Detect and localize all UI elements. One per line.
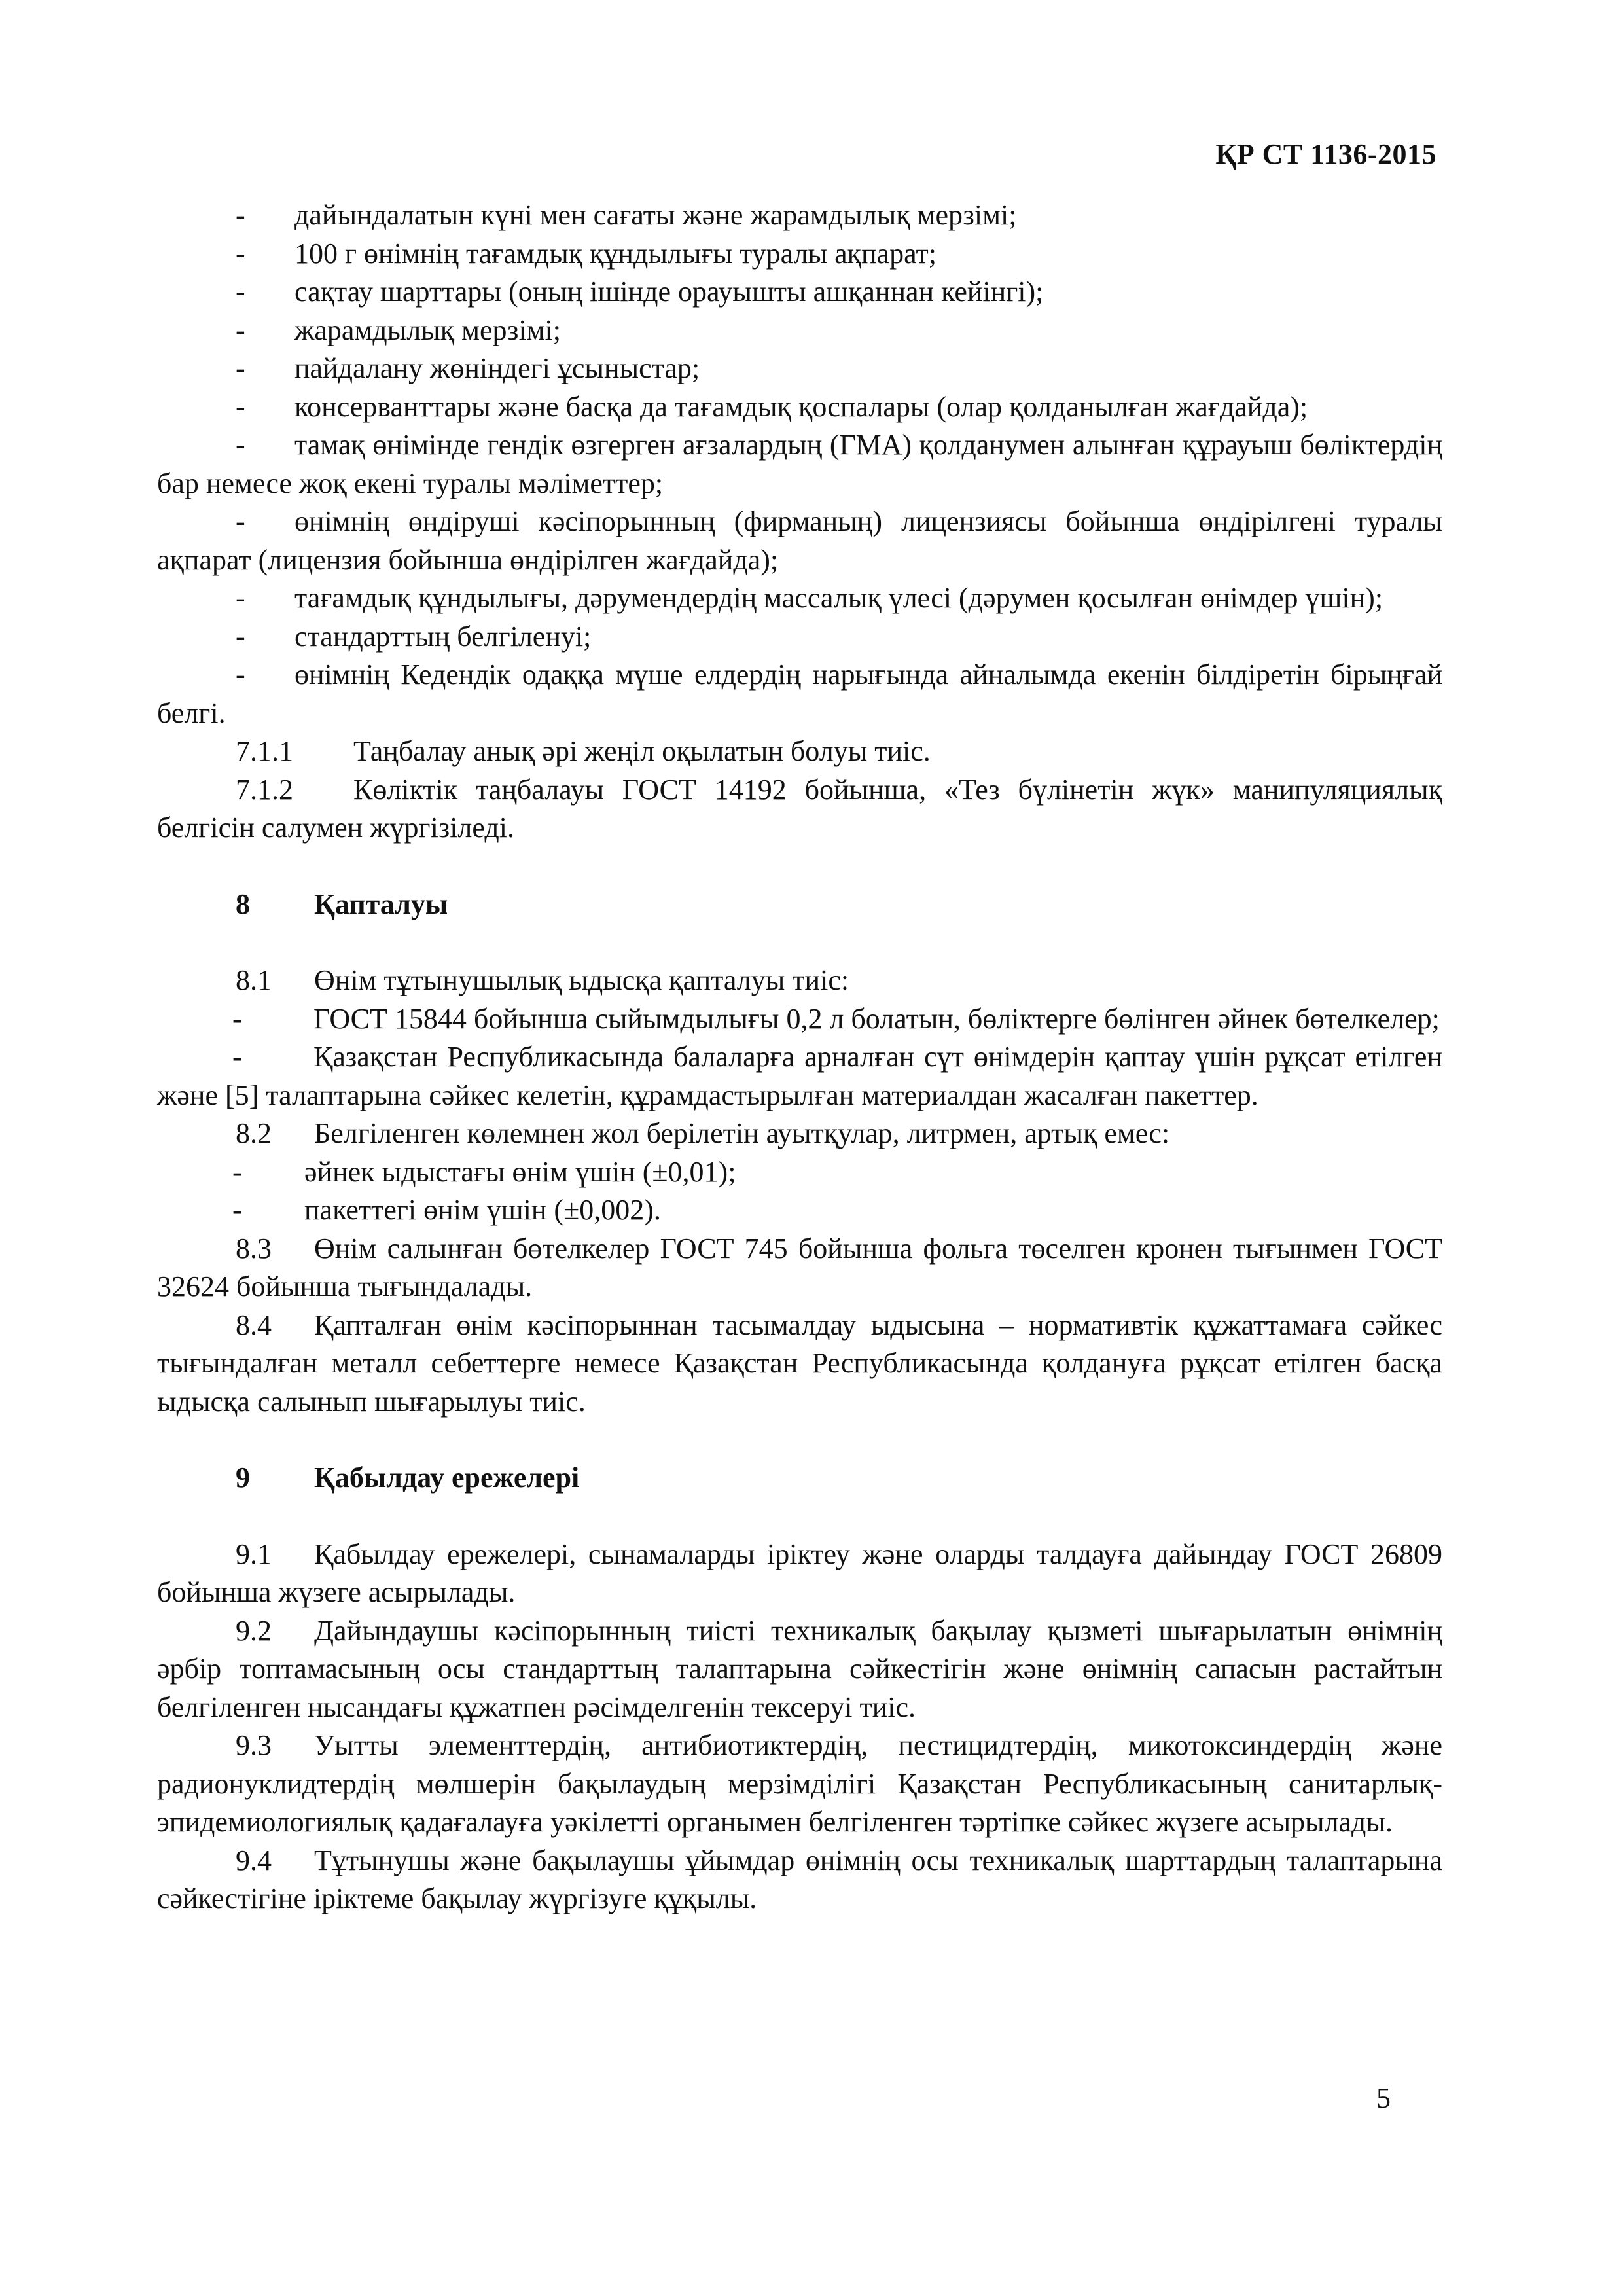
clause-9-3	[157, 1727, 1442, 1842]
clause-text: Көліктік таңбалауы ГОСТ 14192 бойынша, «Тез бүлінетін жүк» манипуляциялық белгісін салумен жүргізіледі.	[157, 773, 1442, 844]
clause-8-3	[157, 1230, 1442, 1306]
clause-text: Таңбалау анық әрі жеңіл оқылатын болуы тиіс.	[353, 735, 931, 767]
clause-text: Қапталған өнім кәсіпорыннан тасымалдау ыдысына – нормативтік құжаттамаға сәйкес тығындалған металл себеттерге немесе Қазақстан Республикасында қолдануға рұқсат етілген басқа ыдысқа салынып шығарылуы тиіс.	[157, 1308, 1442, 1418]
clause-8-1	[157, 961, 1442, 1000]
list-item: - ГОСТ 15844 бойынша сыйымдылығы 0,2 л болатын, бөліктерге бөлінген әйнек бөтелкелер;	[157, 1000, 1442, 1039]
clause-text: Тұтынушы және бақылаушы ұйымдар өнімнің осы техникалық шарттардың талаптарына сәйкестігіне іріктеме бақылау жүргізуге құқылы.	[157, 1844, 1442, 1914]
clause-number: 8.1	[236, 964, 272, 996]
list-item: - сақтау шарттары (оның ішінде орауышты ашқаннан кейінгі);	[157, 273, 1442, 312]
section-title: Қапталуы	[314, 888, 448, 920]
list-dash: -	[232, 1194, 242, 1226]
list-item: - өнімнің Кедендік одаққа мүше елдердің нарығында айналымда екенін білдіретін бірыңғай белгі.	[157, 656, 1442, 732]
list-dash: -	[236, 429, 245, 461]
list-item: - пайдалану жөніндегі ұсыныстар;	[157, 350, 1442, 388]
list-item: - тамақ өнімінде гендік өзгерген ағзалардың (ГМА) қолданумен алынған құрауыш бөліктердің бар немесе жоқ екені туралы мәліметтер;	[157, 426, 1442, 503]
clause-number: 8.2	[236, 1117, 272, 1149]
list-dash: -	[236, 199, 245, 231]
list-item: - пакеттегі өнім үшін (±0,002).	[157, 1191, 1442, 1230]
clause-number: 7.1.2	[236, 773, 293, 806]
list-dash: -	[232, 1041, 242, 1073]
section-number: 9	[236, 1462, 250, 1494]
clause-7-1-1	[157, 732, 1442, 771]
clause-8-4	[157, 1306, 1442, 1422]
clause-9-4	[157, 1842, 1442, 1918]
list-dash: -	[236, 658, 245, 691]
list-item: - стандарттың белгіленуі;	[157, 618, 1442, 656]
list-item: - консерванттары және басқа да тағамдық қоспалары (олар қолданылған жағдайда);	[157, 388, 1442, 427]
section-9-heading	[157, 1459, 1442, 1498]
clause-text: Дайындаушы кәсіпорынның тиісті техникалық бақылау қызметі шығарылатын өнімнің әрбір топтамасының осы стандарттың талаптарына сәйкестігін және өнімнің сапасын растайтын белгіленген нысандағы құжатпен рәсімделгенін тексеруі тиіс.	[157, 1614, 1442, 1723]
list-dash: -	[236, 505, 245, 537]
list-dash: -	[232, 1002, 242, 1035]
section-title: Қабылдау ережелері	[314, 1462, 580, 1494]
list-item: - Қазақстан Республикасында балаларға арналған сүт өнімдерін қаптау үшін рұқсат етілген және [5] талаптарына сәйкес келетін, құрамдастырылған материалдан жасалған пакеттер.	[157, 1038, 1442, 1115]
list-dash: -	[236, 314, 245, 346]
clause-number: 9.1	[236, 1537, 272, 1570]
clause-9-1	[157, 1535, 1442, 1612]
clause-7-1-2	[157, 771, 1442, 848]
clause-number: 9.3	[236, 1729, 272, 1761]
list-dash: -	[232, 1155, 242, 1188]
clause-text: Өнім тұтынушылық ыдысқа қапталуы тиіс:	[314, 964, 849, 996]
clause-number: 9.4	[236, 1844, 272, 1876]
list-item: - 100 г өнімнің тағамдық құндылығы туралы ақпарат;	[157, 235, 1442, 274]
list-item: - дайындалатын күні мен сағаты және жарамдылық мерзімі;	[157, 196, 1442, 235]
clause-text: Уытты элементтердің, антибиотиктердің, пестицидтердің, микотоксиндердің және радионуклидтердің мөлшерін бақылаудың мерзімділігі Қазақстан Республикасының санитарлық-эпидемиологиялық қадағалауға уәкілетті органымен белгіленген тәртіпке сәйкес жүзеге асырылады.	[157, 1729, 1442, 1838]
document-body	[157, 196, 1442, 1918]
list-item: - әйнек ыдыстағы өнім үшін (±0,01);	[157, 1153, 1442, 1192]
clause-9-2	[157, 1612, 1442, 1727]
clause-number: 8.3	[236, 1232, 272, 1265]
section-number: 8	[236, 888, 250, 920]
list-dash: -	[236, 582, 245, 614]
clause-text: Өнім салынған бөтелкелер ГОСТ 745 бойынша фольга төселген кронен тығынмен ГОСТ 32624 бойынша тығындалады.	[157, 1232, 1442, 1302]
list-dash: -	[236, 620, 245, 653]
list-dash: -	[236, 390, 245, 423]
list-dash: -	[236, 352, 245, 384]
section-8-heading	[157, 886, 1442, 924]
page-number: 5	[1376, 2082, 1391, 2114]
clause-number: 9.2	[236, 1614, 272, 1647]
clause-8-2	[157, 1115, 1442, 1153]
clause-number: 8.4	[236, 1308, 272, 1341]
clause-text: Белгіленген көлемнен жол берілетін ауытқулар, литрмен, артық емес:	[314, 1117, 1170, 1149]
list-item: - өнімнің өндіруші кәсіпорынның (фирманың) лицензиясы бойынша өндірілгені туралы ақпарат (лицензия бойынша өндірілген жағдайда);	[157, 503, 1442, 579]
clause-number: 7.1.1	[236, 735, 293, 767]
list-item: - жарамдылық мерзімі;	[157, 312, 1442, 350]
list-dash: -	[236, 276, 245, 308]
clause-text: Қабылдау ережелері, сынамаларды іріктеу және оларды талдауға дайындау ГОСТ 26809 бойынша жүзеге асырылады.	[157, 1537, 1442, 1608]
marking-requirements-list	[157, 196, 1442, 732]
list-dash: -	[236, 237, 245, 270]
list-item: - тағамдық құндылығы, дәрумендердің массалық үлесі (дәрумен қосылған өнімдер үшін);	[157, 579, 1442, 618]
document-code-header: ҚР СТ 1136-2015	[1215, 138, 1436, 170]
